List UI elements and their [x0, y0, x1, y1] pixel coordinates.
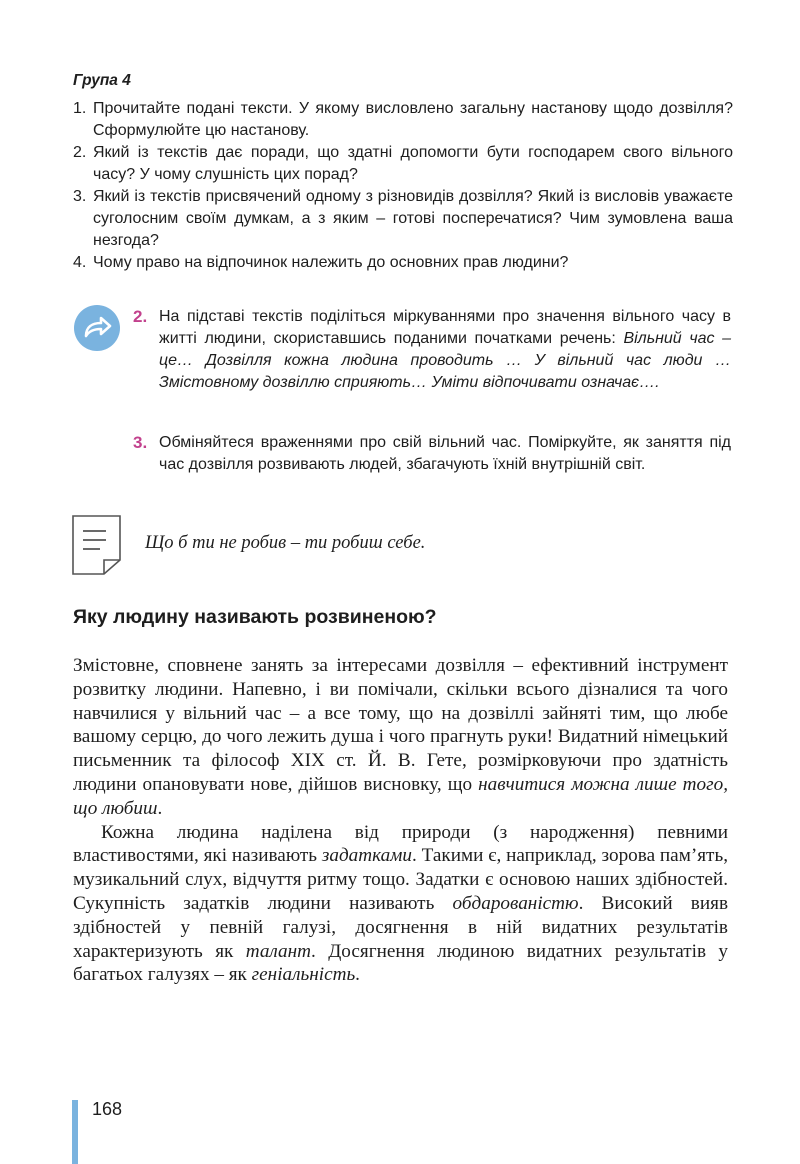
group-title: Група 4: [73, 72, 131, 89]
paragraph-text: . Такими є, наприклад, зорова пам’ять, музикальний слух, відчуття ритму тощо. Задатки є основою наших здібностей. Сукупність задатків людини називають: [73, 845, 728, 914]
paragraph-emphasis: навчитися можна лише того, що любиш: [73, 773, 728, 819]
question-text: Який із текстів дає поради, що здатні допомогти бути господарем свого вільного часу? У чому слушність цих порад?: [93, 144, 733, 183]
paragraph-text: Змістовне, сповнене занять за інтересами дозвілля – ефективний інструмент розвитку людини. Напевно, і ви помічали, скільки всього дізналися та чого навчилися у вільний час – а все тому, що на дозвіллі зайняті тим, що любе вашому серцю, до чого лежить душа і чого прагнуть руки! Видатний німецький письменник та філософ XIX ст. Й. В. Гете, розмірковуючи про здатність людини опановувати нове, дійшов висновку, що: [73, 655, 728, 795]
question-number: 1.: [73, 100, 87, 117]
question-text: Чому право на відпочинок належить до основних прав людини?: [93, 254, 569, 271]
note-icon: [70, 512, 126, 578]
list-item: [73, 98, 733, 142]
paragraph-emphasis: геніальність: [251, 964, 356, 986]
task-number: 3.: [133, 433, 148, 452]
section-heading: Яку людину називають розвиненою?: [73, 606, 437, 628]
question-text: Прочитайте подані тексти. У якому висловлено загальну настанову щодо дозвілля? Сформулюйте цю настанову.: [93, 100, 733, 139]
task-number: 2.: [133, 307, 148, 326]
curved-arrow-icon: [74, 305, 120, 351]
list-item: [73, 142, 733, 186]
share-arrow-icon: [74, 305, 120, 351]
task-text-plain: На підставі текстів поділіться міркуваннями про значення вільного часу в житті людини, скориставшись поданими початками речень:: [159, 308, 731, 347]
task-text-italic: Вільний час – це… Дозвілля кожна людина проводить … У вільний час люди … Змістовному дозвіллю сприяють… Уміти відпочивати означає….: [159, 330, 731, 391]
paragraph: [73, 654, 728, 821]
paragraph-text: . Досягнення людиною видатних результатів у багатьох галузях – як: [73, 940, 729, 986]
paragraph-emphasis: обдарованістю: [452, 892, 579, 914]
paragraph: [73, 821, 728, 988]
page-margin-bar: [72, 1100, 78, 1164]
paragraph-text: . Високий вияв здібностей у певній галузі, досягнення в ній видатних результатів характеризують як: [73, 892, 729, 962]
page-number: 168: [92, 1099, 123, 1119]
quote: Що б ти не робив – ти робиш себе.: [145, 533, 426, 553]
paragraph-text: .: [157, 797, 163, 819]
task-text: [159, 306, 731, 394]
paragraph-emphasis: задатками: [321, 845, 413, 867]
question-number: 4.: [73, 254, 87, 271]
task-text: Обміняйтеся враженнями про свій вільний час. Поміркуйте, як заняття під час дозвілля розвивають людей, збагачують їхній внутрішній світ.: [159, 434, 731, 473]
question-number: 3.: [73, 188, 87, 205]
question-text: Який із текстів присвячений одному з різновидів дозвілля? Який із висловів уважаєте суголосним своїм думкам, а з яким – готові посперечатися? Чим зумовлена ваша незгода?: [93, 188, 733, 249]
paragraph-text: Кожна людина наділена від природи (з народження) певними властивостями, які називають: [73, 821, 728, 867]
paragraph-emphasis: талант: [245, 940, 312, 962]
question-number: 2.: [73, 144, 87, 161]
task-item: [133, 432, 731, 476]
body-text: [73, 654, 728, 987]
task-item: [133, 306, 731, 394]
list-item: [73, 186, 733, 252]
paragraph-text: .: [355, 964, 360, 986]
list-item: [73, 252, 733, 274]
question-list: [73, 98, 733, 274]
